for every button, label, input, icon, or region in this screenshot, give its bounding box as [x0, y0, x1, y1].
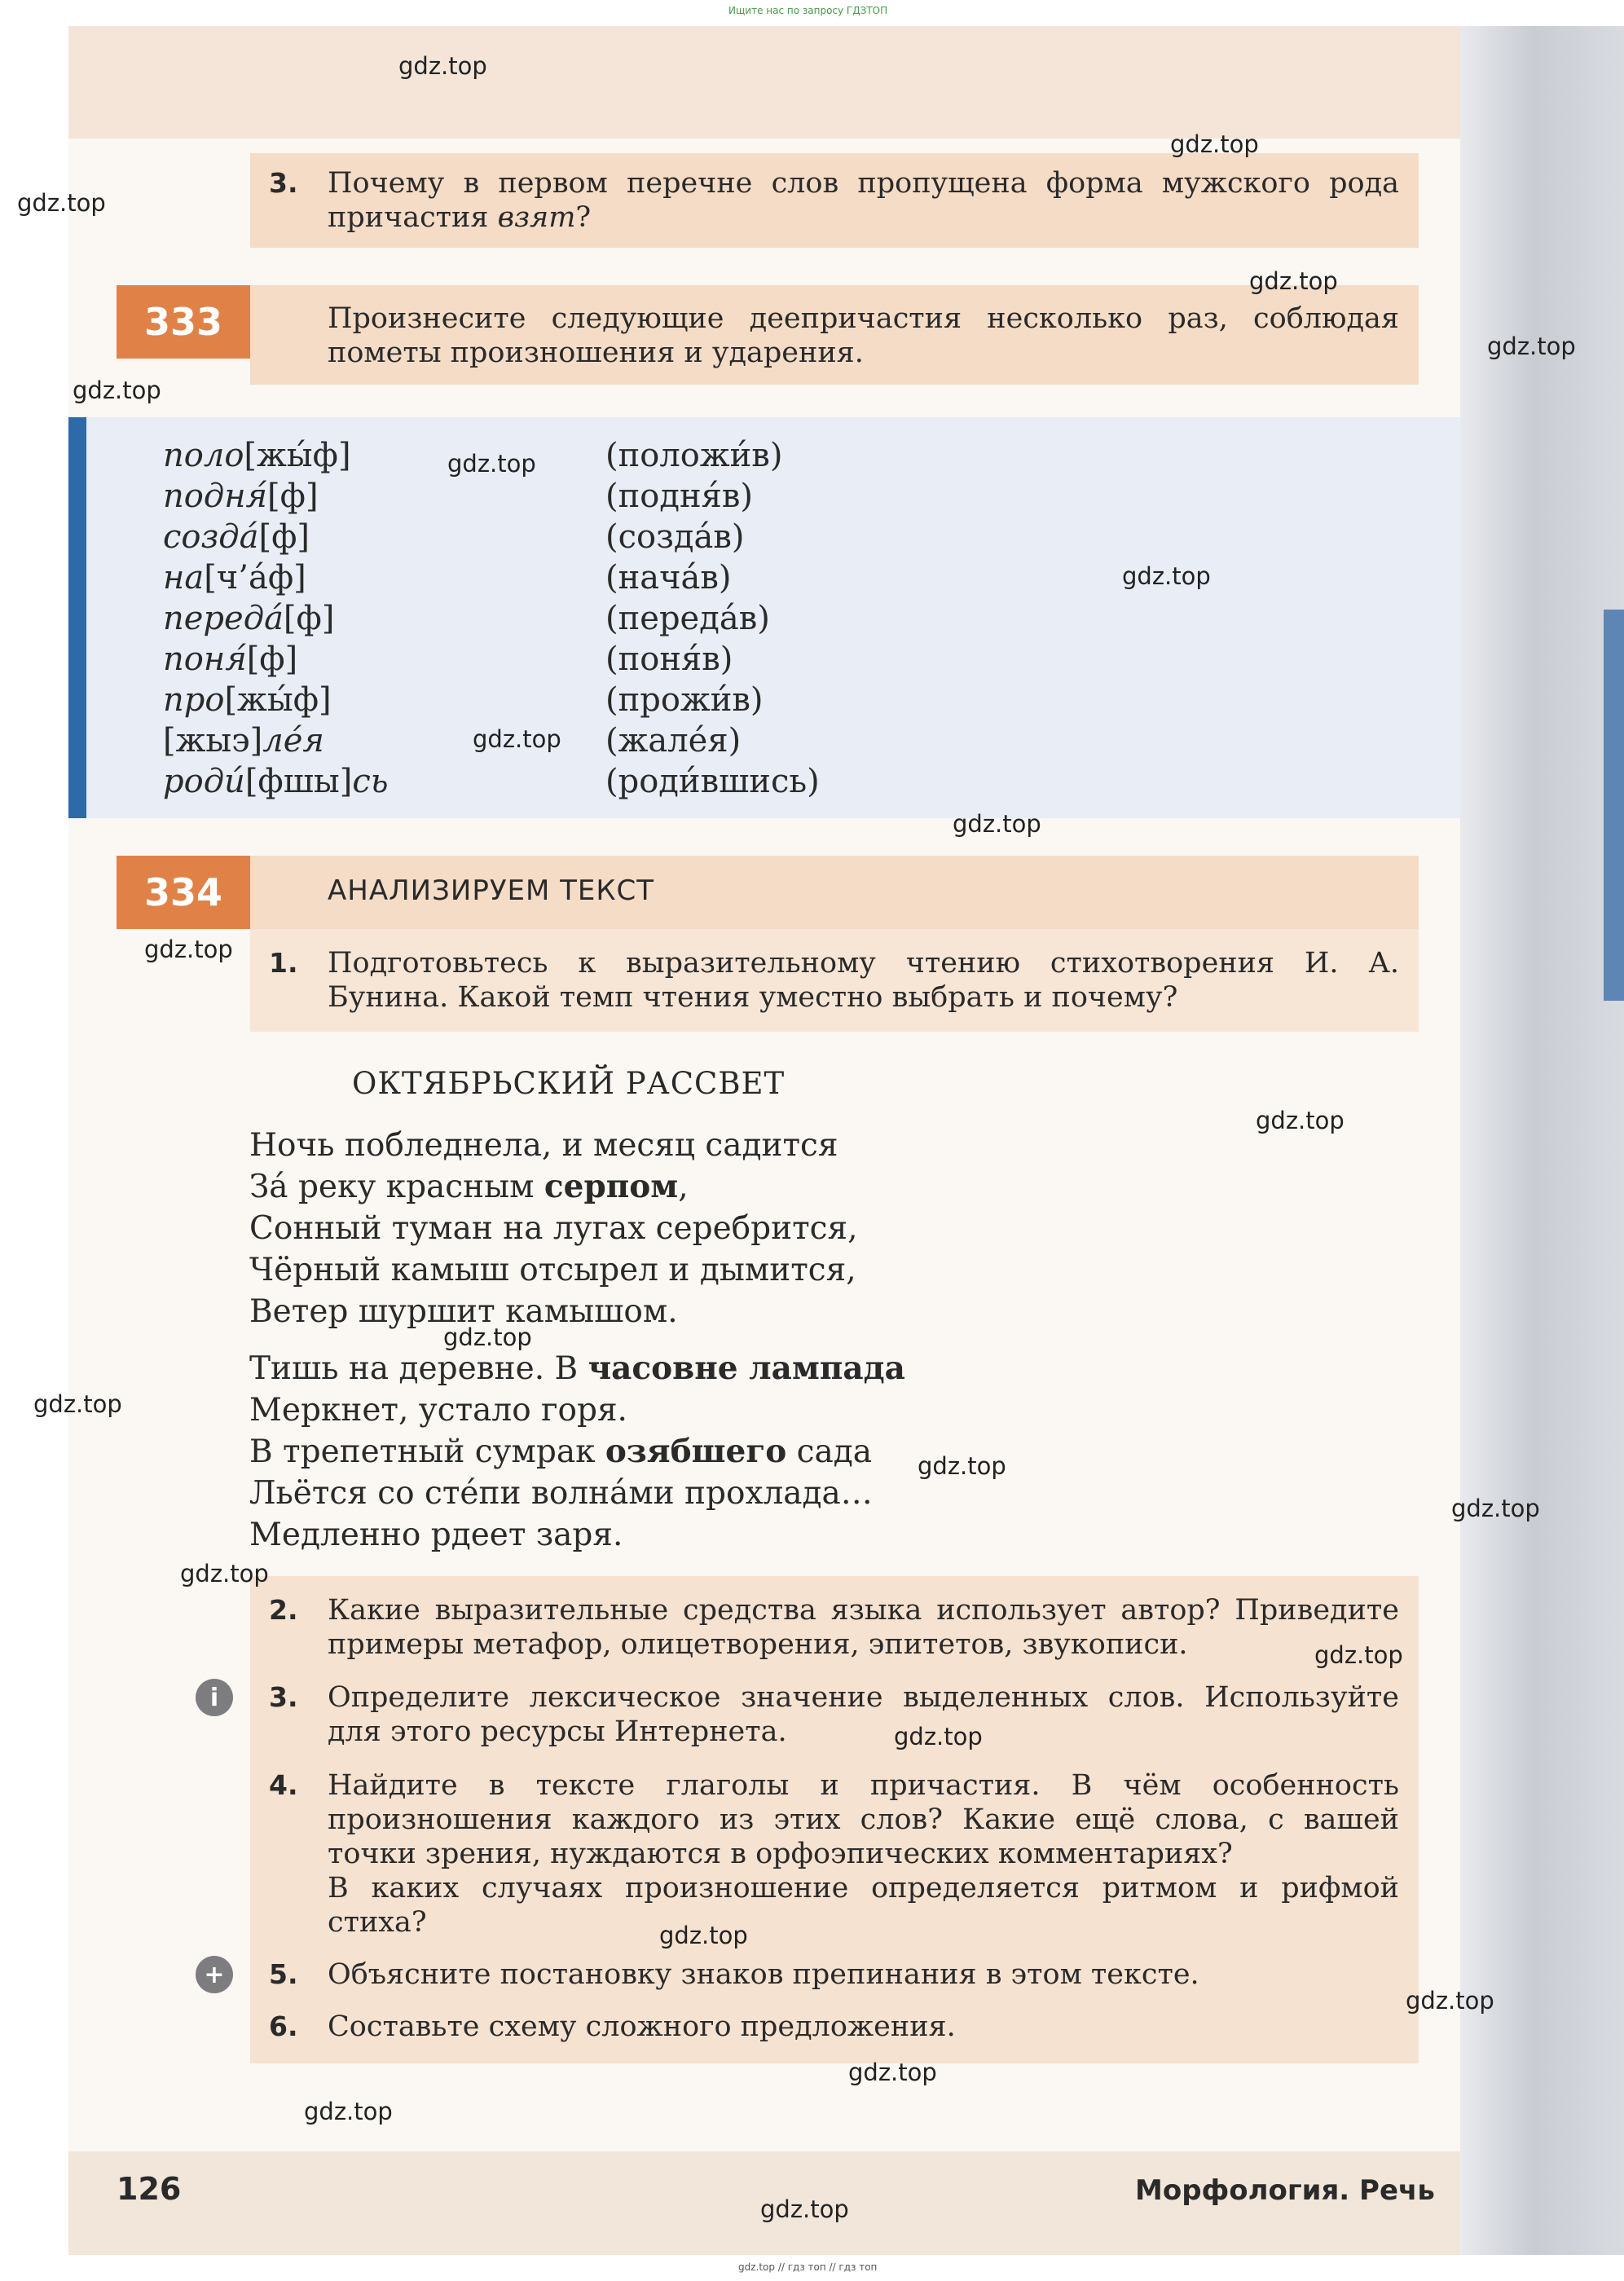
watermark: gdz.top: [473, 725, 561, 753]
bottom-note: gdz.top // гдз топ // гдз топ: [738, 2261, 878, 2273]
question-4-number: 4.: [269, 1769, 298, 1801]
poem-line: Тишь на деревне. В часовне лампада: [249, 1350, 905, 1387]
transcription-item: роди́[фшы]сь: [163, 763, 389, 800]
poem-line: Льётся со сте́пи волна́ми прохлада…: [249, 1475, 873, 1512]
watermark: gdz.top: [33, 1390, 122, 1418]
poem-line: Медленно рдеет заря.: [249, 1517, 623, 1553]
watermark: gdz.top: [760, 2195, 849, 2223]
transcription-item: переда́[ф]: [163, 600, 335, 637]
transcription-item: [жыэ]ле́я: [163, 722, 324, 760]
watermark: gdz.top: [180, 1560, 269, 1587]
watermark: gdz.top: [144, 936, 233, 963]
watermark: gdz.top: [17, 189, 106, 217]
poem-line: За́ реку красным серпом,: [249, 1168, 689, 1205]
watermark: gdz.top: [659, 1922, 748, 1949]
transcription-item: созда́[ф]: [163, 518, 310, 556]
task-332-number: 3.: [269, 167, 298, 199]
task-332-text: Почему в первом перечне слов пропущена форма мужского рода причастия взят?: [328, 167, 1399, 234]
question-6-text: Составьте схему сложного предложения.: [328, 2010, 956, 2043]
word-item: (жале́я): [605, 722, 742, 760]
question-3-number: 3.: [269, 1681, 298, 1713]
exercise-334-badge: 334: [117, 856, 250, 929]
question-3-text: Определите лексическое значение выделенных слов. Используйте для этого ресурсы Интернета.: [328, 1681, 1399, 1748]
transcription-item: поло[жы́ф]: [163, 437, 351, 474]
watermark: gdz.top: [1256, 1107, 1345, 1134]
watermark: gdz.top: [848, 2059, 937, 2086]
top-band: [68, 26, 1460, 139]
word-item: (поня́в): [605, 641, 733, 678]
poem-line: Чёрный камыш отсырел и дымится,: [249, 1252, 856, 1288]
plus-icon: +: [196, 1956, 233, 1993]
question-4-text-cont: В каких случаях произношение определяется ритмом и рифмой стиха?: [328, 1872, 1399, 1939]
poem-stanza-2: [249, 1348, 905, 1556]
watermark: gdz.top: [73, 376, 161, 404]
word-column: [605, 435, 820, 802]
watermark: gdz.top: [1451, 1495, 1540, 1522]
word-item: (роди́вшись): [605, 763, 820, 800]
poem-line: Сонный туман на лугах серебрится,: [249, 1210, 858, 1247]
watermark: gdz.top: [1249, 267, 1338, 295]
watermark: gdz.top: [443, 1323, 532, 1351]
info-icon: i: [196, 1679, 233, 1716]
watermark: gdz.top: [1487, 332, 1576, 360]
exercise-333-instruction: Произнесите следующие деепричастия несколько раз, соблюдая пометы произношения и ударения.: [328, 302, 1399, 369]
watermark: gdz.top: [894, 1723, 983, 1750]
watermark: gdz.top: [304, 2098, 393, 2125]
word-item: (созда́в): [605, 518, 745, 556]
poem-line: Меркнет, устало горя.: [249, 1392, 627, 1429]
page-number: 126: [117, 2171, 182, 2207]
transcription-item: на[ч’а́ф]: [163, 559, 306, 597]
question-4-text: Найдите в тексте глаголы и причастия. В чём особенность произношения каждого из этих слов? Какие ещё слова, с вашей точки зрения, нуждаются в орфоэпических комментариях?: [328, 1769, 1399, 1870]
poem-line: Ночь побледнела, и месяц садится: [249, 1127, 838, 1164]
watermark: gdz.top: [1170, 130, 1259, 158]
exercise-333-badge: 333: [117, 285, 250, 359]
word-item: (нача́в): [605, 559, 732, 597]
question-2-text: Какие выразительные средства языка использует автор? Приведите примеры метафор, олицетворения, эпитетов, звукописи.: [328, 1594, 1399, 1661]
watermark: gdz.top: [398, 52, 487, 80]
word-item: (переда́в): [605, 600, 770, 637]
watermark: gdz.top: [447, 450, 536, 478]
transcription-column: [163, 435, 389, 802]
word-item: (подня́в): [605, 478, 753, 515]
watermark: gdz.top: [1314, 1641, 1403, 1669]
book-spine-edge: [1460, 26, 1624, 2255]
footer-section-title: Морфология. Речь: [1135, 2174, 1435, 2207]
question-6-number: 6.: [269, 2010, 298, 2042]
question-5-text: Объясните постановку знаков препинания в этом тексте.: [328, 1958, 1199, 1991]
section-title: АНАЛИЗИРУЕМ ТЕКСТ: [328, 874, 655, 907]
watermark: gdz.top: [918, 1452, 1006, 1480]
question-1-text: Подготовьтесь к выразительному чтению стихотворения И. А. Бунина. Какой темп чтения уместно выбрать и почему?: [328, 947, 1399, 1014]
watermark: gdz.top: [1406, 1987, 1494, 2015]
watermark: gdz.top: [953, 810, 1041, 838]
watermark: gdz.top: [1122, 562, 1211, 590]
word-item: (положи́в): [605, 437, 783, 474]
question-1-number: 1.: [269, 947, 298, 979]
poem-line: В трепетный сумрак озябшего сада: [249, 1433, 873, 1470]
top-note: Ищите нас по запросу ГДЗТОП: [728, 5, 888, 16]
poem-line: Ветер шуршит камышом.: [249, 1293, 678, 1330]
transcription-item: про[жы́ф]: [163, 681, 332, 719]
poem-stanza-1: [249, 1125, 858, 1332]
poem-title: ОКТЯБРЬСКИЙ РАССВЕТ: [352, 1066, 786, 1101]
question-2-number: 2.: [269, 1594, 298, 1626]
word-item: (прожи́в): [605, 681, 764, 719]
next-page-tab: [1604, 610, 1624, 1001]
question-5-number: 5.: [269, 1958, 298, 1990]
word-list-accent-bar: [68, 417, 86, 818]
transcription-item: подня́[ф]: [163, 478, 319, 515]
transcription-item: поня́[ф]: [163, 641, 298, 678]
